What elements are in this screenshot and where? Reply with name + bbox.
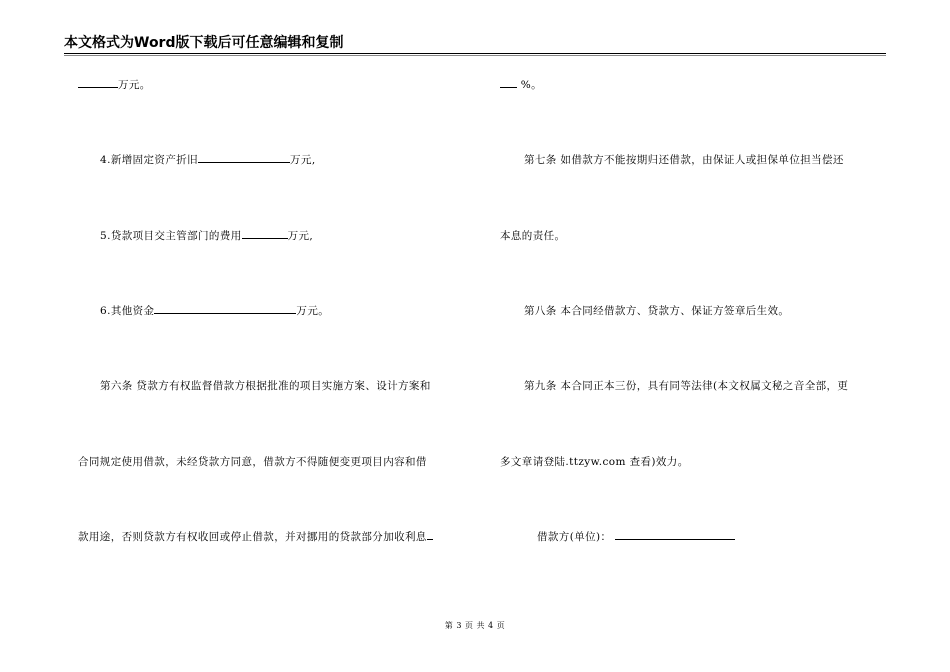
left-line-2: 4.新增固定资产折旧 万元, [100, 154, 316, 166]
fill-blank [427, 530, 433, 540]
left-line-3: 5.贷款项目交主管部门的费用 万元, [100, 230, 314, 242]
left-line-6: 合同规定使用借款，未经贷款方同意，借款方不得随便变更项目内容和借 [78, 456, 427, 468]
fill-blank [198, 153, 290, 163]
left-line-7: 款用途，否则贷款方有权收回或停止借款，并对挪用的贷款部分加收利息 [78, 530, 433, 544]
right-line-6: 多文章请登陆.ttzyw.com 查看)效力。 [500, 456, 689, 468]
signature-blank [615, 530, 735, 540]
right-line-4: 第八条 本合同经借款方、贷款方、保证方签章后生效。 [524, 305, 790, 317]
document-header [64, 36, 886, 54]
header-title: 本文格式为Word版下载后可任意编辑和复制 [64, 35, 344, 51]
right-line-5: 第九条 本合同正本三份，具有同等法律(本文权属文秘之音全部，更 [524, 380, 849, 392]
page-number: 第 3 页 共 4 页 [444, 621, 506, 630]
right-line-1: %。 [500, 78, 542, 92]
left-line-1: 万元。 [78, 78, 151, 92]
right-line-3: 本息的责任。 [500, 230, 566, 242]
right-line-2: 第七条 如借款方不能按期归还借款，由保证人或担保单位担当偿还 [524, 154, 844, 166]
left-line-4: 6.其他资金 万元。 [100, 305, 330, 317]
left-line-5: 第六条 贷款方有权监督借款方根据批准的项目实施方案、设计方案和 [100, 380, 431, 392]
fill-blank [78, 78, 118, 88]
right-line-7: 借款方(单位)： [537, 530, 735, 544]
header-rule [64, 55, 886, 56]
fill-blank [500, 78, 517, 88]
fill-blank [242, 229, 288, 239]
fill-blank [154, 304, 296, 314]
